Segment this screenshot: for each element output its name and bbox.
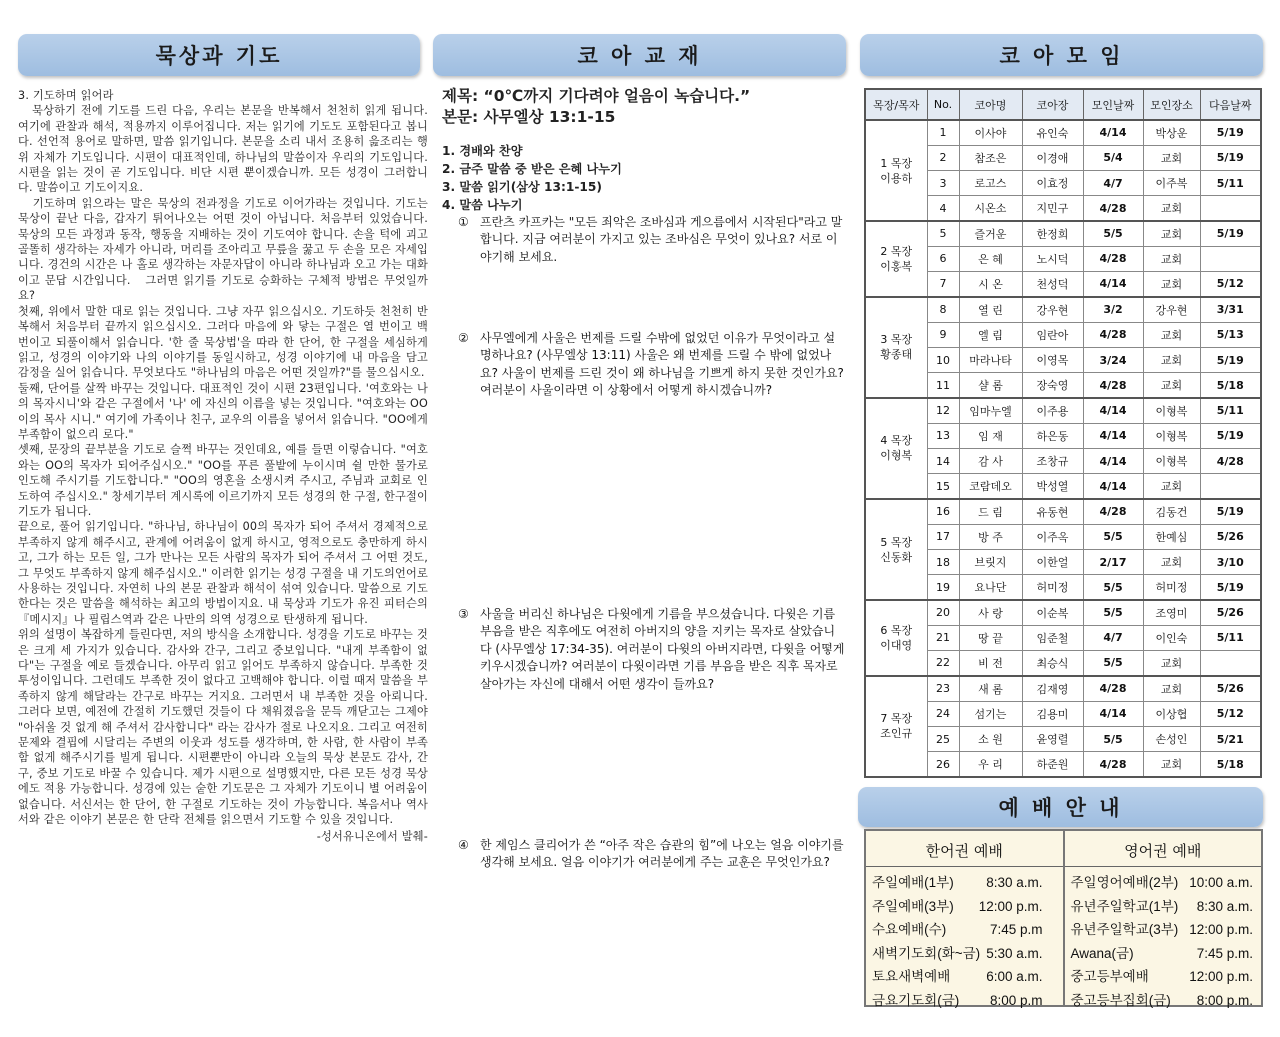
article-paragraph: 기도하며 읽으라는 말은 묵상의 전과정을 기도로 이어가라는 것입니다. 기도는 묵상이 끝난 다음, 갑자기 튀어나오는 어떤 것이 아닙니다. 처음부터 있었습니다. 묵상의 모든 과정과 동작, 행동을 지배하는 것이 기도여야 합니다. 손을 턱에 괴고 골똘히 생각하는 자세가 아니라, 머리를 조아리고 무릎을 꿇고 두 손을 모은 자세입니다. 경건의 시간은 나 홀로 생각하는 자문자답이 아니라 하나님과 오고 가는 대화이고 문답 시간입니다. 그러면 읽기를 기도로 승화하는 구체적 방법은 무엇일까요? <box>18 196 432 303</box>
core-name-cell: 사 랑 <box>959 600 1022 625</box>
next-date-cell: 5/21 <box>1200 726 1261 751</box>
group-leader: 신동화 <box>880 550 913 564</box>
order-item: 3. 말씀 읽기(삼상 13:1-15) <box>442 180 602 194</box>
no-cell: 19 <box>927 575 959 600</box>
core-name-cell: 열 린 <box>959 297 1022 322</box>
worship-row <box>1071 965 1258 989</box>
met-date-cell: 4/28 <box>1083 752 1143 777</box>
no-cell: 26 <box>927 752 959 777</box>
core-name-cell: 섬기는 <box>959 701 1022 726</box>
table-header-row <box>865 89 1261 120</box>
met-place-cell: 교회 <box>1143 676 1200 701</box>
core-name-cell: 감 사 <box>959 448 1022 473</box>
no-cell: 24 <box>927 701 959 726</box>
next-date-cell: 5/19 <box>1200 347 1261 372</box>
next-date-cell: 5/11 <box>1200 398 1261 423</box>
core-leader-cell: 노시덕 <box>1022 246 1083 271</box>
english-worship <box>1063 831 1262 1008</box>
met-date-cell: 4/7 <box>1083 171 1143 196</box>
core-leader-cell: 하은동 <box>1022 423 1083 448</box>
core-leader-cell: 최승식 <box>1022 651 1083 676</box>
core-leader-cell: 김용미 <box>1022 701 1083 726</box>
group-name: 3 목장 <box>880 333 913 347</box>
service-time: 8:30 a.m. <box>986 875 1043 890</box>
group-leader: 이형복 <box>880 449 913 463</box>
core-name-cell: 참조은 <box>959 145 1022 170</box>
core-name-cell: 로고스 <box>959 171 1022 196</box>
core-name-cell: 소 원 <box>959 726 1022 751</box>
met-place-cell: 교회 <box>1143 196 1200 221</box>
core-name-cell: 이사야 <box>959 120 1022 145</box>
met-place-cell: 교회 <box>1143 651 1200 676</box>
core-name-cell: 은 혜 <box>959 246 1022 271</box>
question-3 <box>458 606 846 693</box>
no-cell: 2 <box>927 145 959 170</box>
next-date-cell: 5/19 <box>1200 423 1261 448</box>
no-cell: 9 <box>927 322 959 347</box>
core-name-cell: 땅 끝 <box>959 625 1022 650</box>
service-time: 12:00 p.m. <box>978 898 1043 914</box>
service-name: 주일예배(1부) <box>872 875 954 890</box>
met-place-cell: 이주복 <box>1143 171 1200 196</box>
service-time: 5:30 a.m. <box>986 945 1043 961</box>
table-row <box>865 221 1261 246</box>
no-cell: 12 <box>927 398 959 423</box>
table-row <box>865 297 1261 322</box>
service-name: 중고등부예배 <box>1070 969 1149 985</box>
next-date-cell: 3/10 <box>1200 550 1261 575</box>
worship-row <box>1071 989 1258 1013</box>
core-leader-cell: 윤영렬 <box>1022 726 1083 751</box>
question-number: ② <box>458 331 469 345</box>
no-cell: 11 <box>927 373 959 398</box>
group-cell <box>865 499 927 600</box>
worship-row <box>1071 871 1258 895</box>
next-date-cell: 4/28 <box>1200 448 1261 473</box>
article-paragraph: 첫째, 위에서 말한 대로 읽는 것입니다. 그냥 자꾸 읽으십시오. 기도하듯 천천히 반복해서 처음부터 끝까지 읽으십시오. 그러다 마음에 와 닿는 구절은 열 번이고 백 번이고 되풀이해서 읽습니다. '한 줄 묵상법'을 따라 한 단어, 한 구절을 세심하게 읽고, 성경의 이야기와 나의 이야기를 동일시하고, 성경 이야기에 내 마음을 담고 감정을 실어 읽습니다. 무엇보다도 "하나님의 마음은 어떤 것일까?"를 물으십시오. <box>18 304 428 380</box>
service-name: 수요예배(수) <box>872 922 947 938</box>
met-date-cell: 4/14 <box>1083 423 1143 448</box>
no-cell: 3 <box>927 171 959 196</box>
question-number: ③ <box>458 607 469 621</box>
worship-row <box>872 942 1059 966</box>
column-header: 코아명 <box>959 89 1022 120</box>
met-place-cell: 교회 <box>1143 347 1200 372</box>
next-date-cell: 5/19 <box>1200 575 1261 600</box>
core-name-cell: 시 온 <box>959 272 1022 297</box>
worship-row <box>1071 942 1258 966</box>
no-cell: 22 <box>927 651 959 676</box>
core-leader-cell: 이한얼 <box>1022 550 1083 575</box>
core-leader-cell: 장숙영 <box>1022 373 1083 398</box>
met-place-cell: 교회 <box>1143 322 1200 347</box>
met-date-cell: 4/14 <box>1083 120 1143 145</box>
group-cell <box>865 221 927 297</box>
group-name: 2 목장 <box>880 244 913 258</box>
core-name-cell: 새 롬 <box>959 676 1022 701</box>
met-place-cell: 강우현 <box>1143 297 1200 322</box>
met-place-cell: 교회 <box>1143 550 1200 575</box>
no-cell: 7 <box>927 272 959 297</box>
order-item: 4. 말씀 나누기 <box>442 198 523 212</box>
group-cell <box>865 398 927 499</box>
met-date-cell: 5/5 <box>1083 726 1143 751</box>
no-cell: 14 <box>927 448 959 473</box>
service-time: 8:00 p.m <box>989 992 1043 1008</box>
table-row <box>865 499 1261 524</box>
next-date-cell: 5/12 <box>1200 701 1261 726</box>
core-name-cell: 마라나타 <box>959 347 1022 372</box>
article-paragraph: 위의 설명이 복잡하게 들린다면, 저의 방식을 소개합니다. 성경을 기도로 바꾸는 것은 크게 세 가지가 있습니다. 감사와 간구, 그리고 중보입니다. "내게 부족함이 없다"는 구절을 예로 들겠습니다. 아무리 읽고 읽어도 부족하지 않습니다. 부족한 것투성이입니다. 그런데도 부족한 것이 없다고 고백해야 합니다. 이럴 때저 말씀을 부족하지 않게 해달라는 간구로 바꾸는 거지요. 그러면서 내 부족한 것을 아뢰니다. 그러다 보면, 예전에 간절히 기도했던 것들이 다 채워졌음을 문득 깨닫고는 그제야 "아쉬울 것 없게 해 주셔서 감사합니다" 라는 감사가 절로 나오지요. 그리고 여전히 문제와 결핍에 시달리는 주변의 이웃과 성도를 생각하며, 한 사람, 한 사람이 부족함 없게 해주시기를 빌게 됩니다. 시편뿐만이 아니라 오늘의 묵상 본문도 감사, 간구, 중보 기도로 바꿀 수 있습니다. 제가 시편으로 설명했지만, 다른 모든 성경 묵상에도 적용 가능합니다. 성경에 있는 숱한 기도문은 그 자체가 기도이니 별 어려움이 없습니다. 서신서는 한 단어, 한 구절로 기도하는 것이 가능합니다. 복음서나 역사서와 같은 이야기 본문은 한 단락 전체를 읽으면서 기도할 수 있을 것입니다. <box>18 628 428 827</box>
korean-worship-title: 한어권 예배 <box>866 831 1063 867</box>
lesson-title: 제목: “0℃까지 기다려야 얼음이 녹습니다.” <box>442 87 751 105</box>
next-date-cell: 5/19 <box>1200 221 1261 246</box>
next-date-cell: 5/19 <box>1200 120 1261 145</box>
next-date-cell: 5/12 <box>1200 272 1261 297</box>
met-date-cell: 5/5 <box>1083 651 1143 676</box>
met-date-cell: 4/28 <box>1083 322 1143 347</box>
no-cell: 20 <box>927 600 959 625</box>
no-cell: 4 <box>927 196 959 221</box>
met-date-cell: 3/24 <box>1083 347 1143 372</box>
service-time: 7:45 p.m <box>989 922 1043 938</box>
core-name-cell: 비 전 <box>959 651 1022 676</box>
core-leader-cell: 임준철 <box>1022 625 1083 650</box>
service-name: 주일영어예배(2부) <box>1070 875 1179 890</box>
worship-row <box>872 871 1059 895</box>
group-name: 5 목장 <box>880 535 913 549</box>
core-leader-cell: 강우현 <box>1022 297 1083 322</box>
question-1 <box>458 214 846 266</box>
table-row <box>865 600 1261 625</box>
worship-row <box>872 918 1059 942</box>
met-place-cell: 손성인 <box>1143 726 1200 751</box>
met-place-cell: 이형복 <box>1143 423 1200 448</box>
group-name: 6 목장 <box>880 623 913 637</box>
article-paragraph: 끝으로, 풀어 읽기입니다. "하나님, 하나님이 00의 목자가 되어 주셔서 경제적으로 부족하지 않게 해주시고, 관계에 어려움이 없게 하시고, 영적으로도 충만하게 하시고, 그가 하는 모든 일, 그가 만나는 모든 사람의 목자가 되어 주셔서 그 어떤 것도, 그 무엇도 부족하지 않게 해주십시오." 이러한 읽기는 성경 구절을 내 기도의언어로 사용하는 것입니다. 자연히 나의 본문 관찰과 해석이 섞여 있습니다. 말씀으로 기도한다는 것은 말씀을 해석하는 최고의 방법이지요. 내 묵상과 기도가 유진 피터슨의 『메시지』나 필립스역과 같은 나만의 의역 성경으로 탄생하게 됩니다. <box>18 520 428 626</box>
met-date-cell: 4/14 <box>1083 272 1143 297</box>
met-date-cell: 4/28 <box>1083 246 1143 271</box>
table-row <box>865 398 1261 423</box>
service-name: Awana(금) <box>1070 945 1134 961</box>
english-worship-title: 영어권 예배 <box>1065 831 1262 867</box>
core-name-cell: 시온소 <box>959 196 1022 221</box>
group-leader: 이용하 <box>880 171 913 185</box>
met-date-cell: 4/28 <box>1083 499 1143 524</box>
meeting-banner: 코 아 모 임 <box>860 34 1263 76</box>
meeting-table <box>864 88 1262 778</box>
no-cell: 5 <box>927 221 959 246</box>
next-date-cell: 5/18 <box>1200 373 1261 398</box>
worship-row <box>872 895 1059 919</box>
korean-worship <box>866 831 1063 1008</box>
service-time: 8:00 p.m. <box>1196 992 1253 1008</box>
core-leader-cell: 이경애 <box>1022 145 1083 170</box>
service-time: 10:00 a.m. <box>1189 875 1253 890</box>
met-place-cell: 교회 <box>1143 272 1200 297</box>
core-name-cell: 엘 림 <box>959 322 1022 347</box>
column-header: No. <box>927 89 959 120</box>
core-leader-cell: 허미정 <box>1022 575 1083 600</box>
service-name: 주일예배(3부) <box>872 898 954 914</box>
no-cell: 17 <box>927 524 959 549</box>
met-place-cell: 교회 <box>1143 145 1200 170</box>
met-date-cell: 4/28 <box>1083 196 1143 221</box>
met-place-cell: 이형복 <box>1143 448 1200 473</box>
no-cell: 6 <box>927 246 959 271</box>
next-date-cell: 3/31 <box>1200 297 1261 322</box>
lesson-passage: 본문: 사무엘상 13:1-15 <box>442 108 616 126</box>
no-cell: 21 <box>927 625 959 650</box>
service-time: 12:00 p.m. <box>1189 969 1253 985</box>
no-cell: 13 <box>927 423 959 448</box>
core-leader-cell: 이순복 <box>1022 600 1083 625</box>
column-header: 목장/목자 <box>865 89 927 120</box>
group-cell <box>865 297 927 398</box>
met-place-cell: 교회 <box>1143 474 1200 499</box>
met-place-cell: 교회 <box>1143 221 1200 246</box>
core-name-cell: 브릿지 <box>959 550 1022 575</box>
core-leader-cell: 이주옥 <box>1022 524 1083 549</box>
article-source: -성서유니온에서 발췌- <box>316 829 428 843</box>
next-date-cell: 5/11 <box>1200 625 1261 650</box>
met-date-cell: 4/14 <box>1083 701 1143 726</box>
core-name-cell: 방 주 <box>959 524 1022 549</box>
meditation-article <box>18 88 432 844</box>
core-name-cell: 드 림 <box>959 499 1022 524</box>
next-date-cell: 5/26 <box>1200 524 1261 549</box>
group-leader: 이홍복 <box>880 259 913 273</box>
service-name: 중고등부집회(금) <box>1070 992 1171 1008</box>
met-date-cell: 4/28 <box>1083 676 1143 701</box>
no-cell: 23 <box>927 676 959 701</box>
core-leader-cell: 박성열 <box>1022 474 1083 499</box>
next-date-cell <box>1200 196 1261 221</box>
core-name-cell: 즐거운 <box>959 221 1022 246</box>
question-number: ① <box>458 215 469 229</box>
next-date-cell: 5/18 <box>1200 752 1261 777</box>
met-date-cell: 5/5 <box>1083 221 1143 246</box>
question-text: 한 제임스 클리어가 쓴 “아주 작은 습관의 힘”에 나오는 얼음 이야기를 생각해 보세요. 얼음 이야기가 여러분에게 주는 교훈은 무엇인가요? <box>480 838 844 870</box>
no-cell: 25 <box>927 726 959 751</box>
core-leader-cell: 유동현 <box>1022 499 1083 524</box>
table-body <box>865 120 1261 777</box>
met-date-cell: 5/5 <box>1083 524 1143 549</box>
question-text: 사울을 버리신 하나님은 다윗에게 기름을 부으셨습니다. 다윗은 기름 부음을 받은 직후에도 여전히 아버지의 양을 지키는 목자로 살았습니다 (사무엘상 17:34-35). 여러분이 다윗의 아버지라면, 다윗을 어떻게 키우시겠습니까? 여러분이 다윗이라면 기름 부음을 받은 직후 목자로 살아가는 자신에 대해서 어떤 생각이 들까요? <box>480 607 845 691</box>
met-date-cell: 5/5 <box>1083 600 1143 625</box>
met-date-cell: 4/28 <box>1083 373 1143 398</box>
table-row <box>865 120 1261 145</box>
order-item: 1. 경배와 찬양 <box>442 144 523 158</box>
textbook-section <box>442 86 842 214</box>
met-place-cell: 이상협 <box>1143 701 1200 726</box>
article-heading: 3. 기도하며 읽어라 <box>18 89 114 102</box>
service-time: 7:45 p.m. <box>1196 945 1253 961</box>
worship-row <box>1071 918 1258 942</box>
column-header: 코아장 <box>1022 89 1083 120</box>
next-date-cell: 5/26 <box>1200 676 1261 701</box>
met-place-cell: 조영미 <box>1143 600 1200 625</box>
met-place-cell: 이형복 <box>1143 398 1200 423</box>
core-leader-cell: 지민구 <box>1022 196 1083 221</box>
service-name: 금요기도회(금) <box>872 992 960 1008</box>
question-2 <box>458 330 846 400</box>
meditation-banner: 묵상과 기도 <box>18 34 420 76</box>
core-leader-cell: 임란아 <box>1022 322 1083 347</box>
met-date-cell: 4/7 <box>1083 625 1143 650</box>
worship-banner: 예 배 안 내 <box>858 787 1263 827</box>
next-date-cell: 5/26 <box>1200 600 1261 625</box>
service-time: 12:00 p.m. <box>1189 922 1253 938</box>
group-cell <box>865 600 927 676</box>
next-date-cell: 5/11 <box>1200 171 1261 196</box>
no-cell: 10 <box>927 347 959 372</box>
worship-schedule <box>864 829 1263 1007</box>
service-time: 8:30 a.m. <box>1196 898 1253 914</box>
group-name: 1 목장 <box>880 156 913 170</box>
order-item: 2. 금주 말씀 중 받은 은혜 나누기 <box>442 162 622 176</box>
lesson-order <box>442 142 842 214</box>
core-leader-cell: 천성덕 <box>1022 272 1083 297</box>
core-leader-cell: 이효정 <box>1022 171 1083 196</box>
met-place-cell: 이인숙 <box>1143 625 1200 650</box>
next-date-cell <box>1200 474 1261 499</box>
core-name-cell: 임 재 <box>959 423 1022 448</box>
group-leader: 이대영 <box>880 638 913 652</box>
group-name: 4 목장 <box>880 434 913 448</box>
question-text: 프란츠 카프카는 "모든 죄악은 조바심과 게으름에서 시작된다"라고 말합니다. 지금 여러분이 가지고 있는 조바심은 무엇이 있나요? 서로 이야기해 보세요. <box>480 215 843 264</box>
core-leader-cell: 이영목 <box>1022 347 1083 372</box>
next-date-cell: 5/19 <box>1200 499 1261 524</box>
group-cell <box>865 120 927 221</box>
service-name: 토요새벽예배 <box>872 969 951 985</box>
service-name: 유년주일학교(1부) <box>1070 898 1179 914</box>
core-name-cell: 코람데오 <box>959 474 1022 499</box>
article-paragraph: 둘째, 단어를 살짝 바꾸는 것입니다. 대표적인 것이 시편 23편입니다. '여호와는 나의 목자시니'와 같은 구절에서 '나' 에 자신의 이름을 넣는 것입니다. "여호와는 OO이의 목사 시니." 여기에 가족이나 친구, 교우의 이름을 넣어서 읽습니다. "OO에게 부족함이 없으리 로다." <box>18 381 428 441</box>
core-leader-cell: 한정희 <box>1022 221 1083 246</box>
next-date-cell <box>1200 651 1261 676</box>
met-date-cell: 2/17 <box>1083 550 1143 575</box>
table-row <box>865 676 1261 701</box>
no-cell: 16 <box>927 499 959 524</box>
met-place-cell: 한예심 <box>1143 524 1200 549</box>
core-leader-cell: 조창규 <box>1022 448 1083 473</box>
no-cell: 15 <box>927 474 959 499</box>
no-cell: 8 <box>927 297 959 322</box>
service-time: 6:00 a.m. <box>986 969 1043 985</box>
met-date-cell: 4/14 <box>1083 398 1143 423</box>
met-place-cell: 교회 <box>1143 373 1200 398</box>
worship-row <box>872 965 1059 989</box>
next-date-cell: 5/19 <box>1200 145 1261 170</box>
core-leader-cell: 유인숙 <box>1022 120 1083 145</box>
service-name: 새벽기도회(화~금) <box>872 945 981 961</box>
met-date-cell: 3/2 <box>1083 297 1143 322</box>
next-date-cell <box>1200 246 1261 271</box>
textbook-banner: 코 아 교 재 <box>433 34 846 76</box>
met-date-cell: 4/14 <box>1083 448 1143 473</box>
group-cell <box>865 676 927 777</box>
met-date-cell: 5/5 <box>1083 575 1143 600</box>
group-name: 7 목장 <box>880 712 913 726</box>
group-leader: 조인규 <box>880 727 913 741</box>
column-header: 모인장소 <box>1143 89 1200 120</box>
met-place-cell: 김동건 <box>1143 499 1200 524</box>
no-cell: 18 <box>927 550 959 575</box>
question-4 <box>458 837 846 872</box>
core-leader-cell: 하준원 <box>1022 752 1083 777</box>
next-date-cell: 5/13 <box>1200 322 1261 347</box>
worship-row <box>1071 895 1258 919</box>
core-name-cell: 임마누엘 <box>959 398 1022 423</box>
met-place-cell: 교회 <box>1143 246 1200 271</box>
core-name-cell: 요나단 <box>959 575 1022 600</box>
met-place-cell: 박상운 <box>1143 120 1200 145</box>
worship-row <box>872 989 1059 1013</box>
column-header: 모인날짜 <box>1083 89 1143 120</box>
group-leader: 황종태 <box>880 348 913 362</box>
no-cell: 1 <box>927 120 959 145</box>
met-date-cell: 4/14 <box>1083 474 1143 499</box>
core-name-cell: 샬 롬 <box>959 373 1022 398</box>
core-leader-cell: 김재영 <box>1022 676 1083 701</box>
article-paragraph: 셋째, 문장의 끝부분을 기도로 슬쩍 바꾸는 것인데요, 예를 들면 이렇습니다. "여호와는 OO의 목자가 되어주십시오." "OO를 푸른 풀밭에 누이시며 쉴 만한 물가로 인도해 주시기를 기도합니다." "OO의 영혼을 소생시켜 주시고, 주님과 교회로 인도하여 주십시오." 창세기부터 계시록에 이르기까지 모든 성경의 한 구절, 한구절이 기도가 됩니다. <box>18 443 428 518</box>
met-date-cell: 5/4 <box>1083 145 1143 170</box>
question-text: 사무엘에게 사울은 번제를 드릴 수밖에 없었던 이유가 무엇이라고 설명하나요? (사무엘상 13:11) 사울은 왜 번제를 드릴 수 밖에 없었나요? 사울이 번제를 드린 것이 왜 하나님을 기쁘게 하지 못한 것인가요? 여러분이 사울이라면 이 상황에서 어떻게 하시겠습니까? <box>480 331 844 398</box>
question-number: ④ <box>458 838 469 852</box>
core-leader-cell: 이주용 <box>1022 398 1083 423</box>
column-header: 다음날짜 <box>1200 89 1261 120</box>
met-place-cell: 허미정 <box>1143 575 1200 600</box>
core-name-cell: 우 리 <box>959 752 1022 777</box>
article-paragraph: 묵상하기 전에 기도를 드린 다음, 우리는 본문을 반복해서 천천히 읽게 됩니다. 여기에 관찰과 해석, 적용까지 이루어집니다. 저는 읽기에 기도도 포함된다고 봅니다. 선언적 용어로 말하면, 말씀 읽기입니다. 본문을 소리 내서 조용히 읊조리는 행위 자체가 기도입니다. 시편이 대표적인데, 하나님의 말씀이자 우리의 기도입니다. 시편을 읽는 것이 곧 기도입니다. 비단 시편 뿐이겠습니까. 모든 성경이 그러합니다. 말씀이고 기도이지요. <box>18 104 432 195</box>
met-place-cell: 교회 <box>1143 752 1200 777</box>
service-name: 유년주일학교(3부) <box>1070 922 1179 938</box>
